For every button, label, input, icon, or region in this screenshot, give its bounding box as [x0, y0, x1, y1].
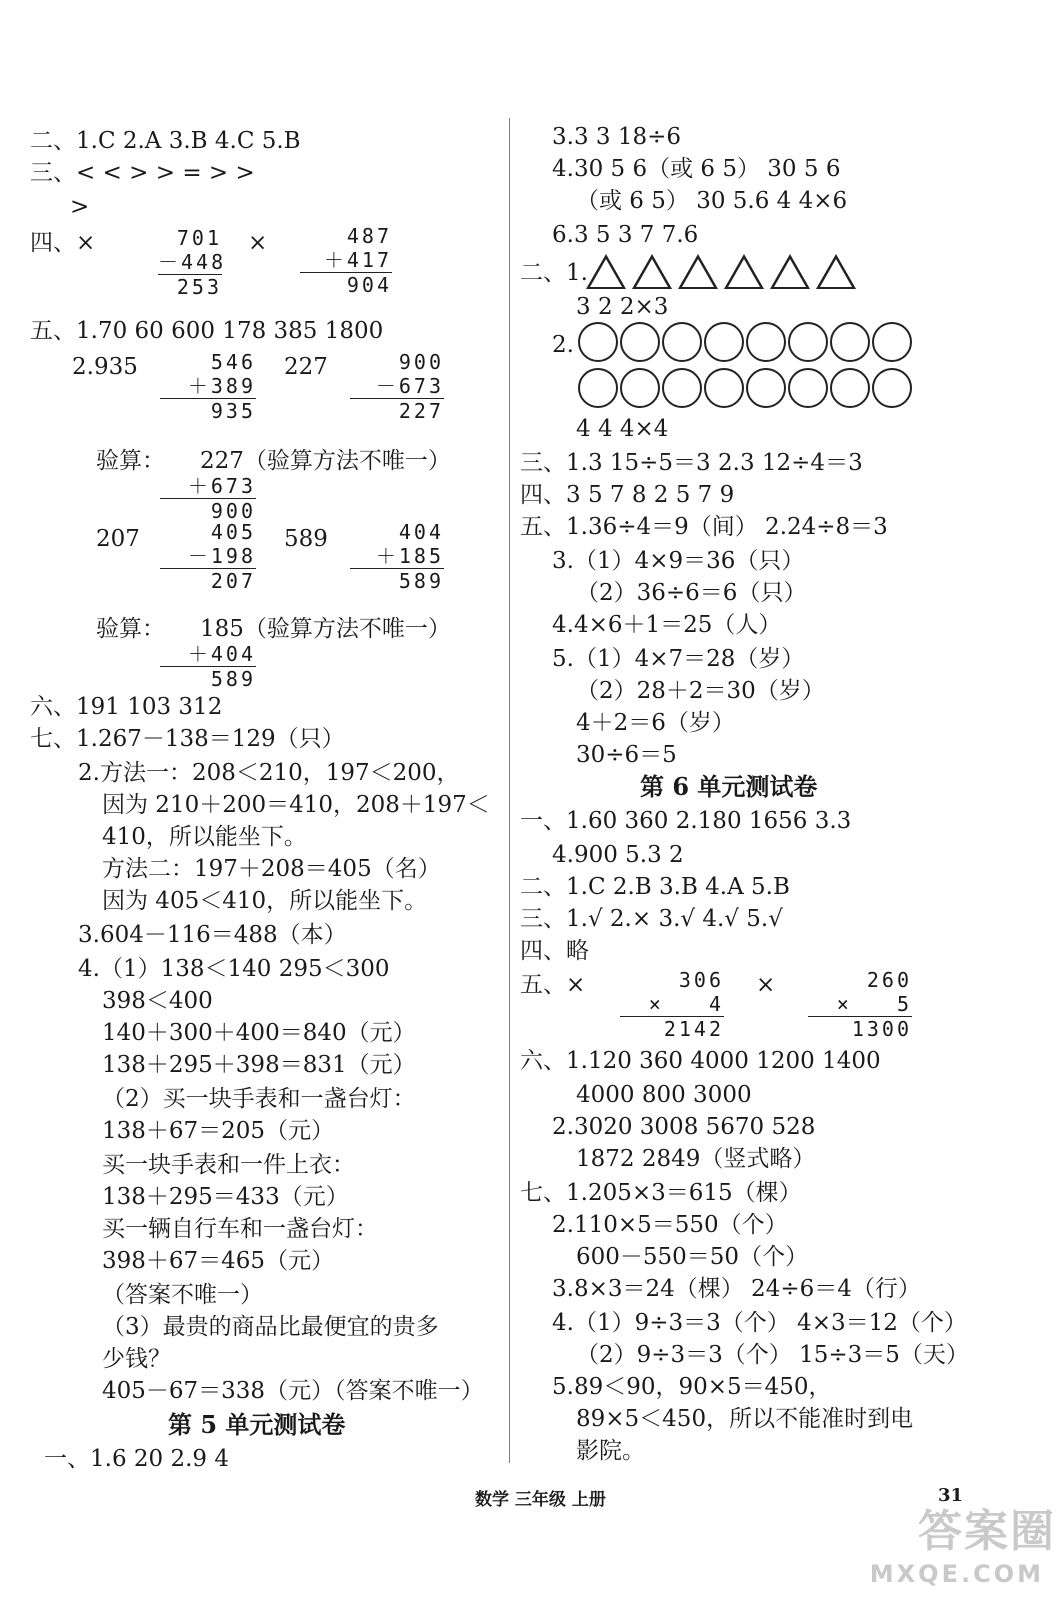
- circle-shape: [830, 368, 870, 408]
- calc-result: 589: [350, 568, 444, 593]
- answer-line: 买一辆自行车和一盏台灯：: [102, 1216, 378, 1242]
- check-label: 验算：: [96, 448, 165, 474]
- answer-line: 4＋2＝6（岁）: [576, 710, 735, 736]
- answer-mark: ×: [248, 230, 268, 256]
- answer-line: 二、1.C 2.A 3.B 4.C 5.B: [30, 128, 301, 154]
- answer-line: 5.（1）4×7＝28（岁）: [552, 646, 805, 672]
- answer-mark: ×: [756, 972, 776, 998]
- calc-row: 487: [346, 224, 392, 248]
- answer-line: 227: [284, 354, 328, 380]
- check-note: 185（验算方法不唯一）: [200, 616, 451, 642]
- check-note: 227（验算方法不唯一）: [200, 448, 451, 474]
- page-number: 31: [938, 1485, 964, 1506]
- answer-line: 589: [284, 526, 328, 552]
- vertical-calc: [808, 968, 912, 1041]
- triangle-group: [586, 254, 862, 293]
- triangle-shape: [586, 254, 626, 289]
- circle-shape: [704, 368, 744, 408]
- calc-row: 306: [678, 968, 724, 992]
- page-footer: 数学 三年级 上册: [475, 1490, 606, 1510]
- column-divider: [509, 118, 510, 1463]
- answer-line: 6.3 5 3 7 7.6: [552, 222, 699, 248]
- circle-shape: [662, 368, 702, 408]
- answer-line: 三、1.3 15÷5＝3 2.3 12÷4＝3: [520, 450, 863, 476]
- answer-line: 三、1.√ 2.× 3.√ 4.√ 5.√: [520, 906, 783, 932]
- circle-row: [578, 368, 914, 412]
- answer-line: 2.110×5＝550（个）: [552, 1212, 788, 1238]
- circle-shape: [578, 322, 618, 362]
- answer-line: 30÷6＝5: [576, 742, 677, 768]
- vertical-calc: [350, 350, 444, 423]
- answer-line: 398＜400: [102, 988, 213, 1014]
- answer-line: 二、1.C 2.B 3.B 4.A 5.B: [520, 874, 790, 900]
- calc-result: 904: [300, 272, 392, 297]
- circle-shape: [872, 322, 912, 362]
- calc-row: 260: [866, 968, 912, 992]
- vertical-calc: [160, 350, 256, 423]
- calc-row: 900: [398, 350, 444, 374]
- answer-line: 398＋67＝465（元）: [102, 1248, 335, 1274]
- calc-row: －673: [375, 374, 444, 398]
- answer-line: 因为 210＋200＝410，208＋197＜: [102, 792, 490, 818]
- answer-line: （或 6 5） 30 5.6 4 4×6: [576, 188, 848, 214]
- answer-line: 七、1.205×3＝615（棵）: [520, 1180, 802, 1206]
- answer-line: 四、×: [30, 230, 96, 256]
- answer-line: 4.（1）9÷3＝3（个） 4×3＝12（个）: [552, 1310, 967, 1336]
- calc-row: －448: [158, 250, 227, 274]
- answer-line: 4.900 5.3 2: [552, 842, 684, 868]
- answer-line: 一、1.6 20 2.9 4: [44, 1446, 229, 1472]
- answer-line: 5.89＜90，90×5＝450，: [552, 1374, 832, 1400]
- calc-row: ＋185: [375, 544, 444, 568]
- answer-line: 2.3020 3008 5670 528: [552, 1114, 816, 1140]
- calc-row: 546: [210, 350, 256, 374]
- triangle-shape: [816, 254, 856, 289]
- answer-line: 买一块手表和一件上衣：: [102, 1152, 355, 1178]
- answer-line: 410，所以能坐下。: [102, 824, 307, 850]
- answer-line: 一、1.60 360 2.180 1656 3.3: [520, 808, 852, 834]
- answer-line: （3）最贵的商品比最便宜的贵多: [102, 1314, 439, 1340]
- answer-line: 138＋295＋398＝831（元）: [102, 1052, 416, 1078]
- vertical-calc: [300, 224, 392, 297]
- answer-line: 3 2 2×3: [576, 294, 669, 320]
- answer-line: （2）36÷6＝6（只）: [576, 580, 807, 606]
- triangle-shape: [724, 254, 764, 289]
- circle-shape: [788, 322, 828, 362]
- vertical-calc: [350, 520, 444, 593]
- calc-row: ＋404: [187, 642, 256, 666]
- circle-shape: [872, 368, 912, 408]
- answer-line: 3.（1）4×9＝36（只）: [552, 548, 805, 574]
- calc-result: 227: [350, 398, 444, 423]
- circle-shape: [620, 368, 660, 408]
- answer-line: 五、1.70 60 600 178 385 1800: [30, 318, 384, 344]
- answer-line: 1872 2849（竖式略）: [576, 1146, 816, 1172]
- answer-line: 3.3 3 18÷6: [552, 124, 682, 150]
- answer-line: 七、1.267－138＝129（只）: [30, 726, 345, 752]
- answer-line: 140＋300＋400＝840（元）: [102, 1020, 416, 1046]
- calc-result: 900: [160, 498, 256, 523]
- answer-line: 3.604－116＝488（本）: [78, 922, 347, 948]
- calc-result: 2142: [620, 1016, 724, 1041]
- circle-shape: [704, 322, 744, 362]
- answer-line: 影院。: [576, 1438, 645, 1464]
- answer-line: （2）9÷3＝3（个） 15÷3＝5（天）: [576, 1342, 969, 1368]
- unit-title: 第 6 单元测试卷: [640, 772, 818, 801]
- circle-shape: [746, 368, 786, 408]
- triangle-shape: [632, 254, 672, 289]
- calc-result: 253: [158, 274, 222, 299]
- calc-row: × 5: [836, 992, 912, 1016]
- answer-line: 二、1.: [520, 260, 588, 286]
- calc-row: ＋417: [323, 248, 392, 272]
- vertical-calc: [160, 642, 256, 691]
- answer-line: 三、< < > > = > >: [30, 160, 255, 186]
- answer-line: 600－550＝50（个）: [576, 1244, 809, 1270]
- answer-line: （2）28＋2＝30（岁）: [576, 678, 825, 704]
- answer-line: 2.935: [72, 354, 138, 380]
- answer-line: 五、1.36÷4＝9（间） 2.24÷8＝3: [520, 514, 888, 540]
- answer-line: 405－67＝338（元）（答案不唯一）: [102, 1378, 484, 1404]
- calc-row: ＋673: [187, 474, 256, 498]
- answer-line: 3.8×3＝24（棵） 24÷6＝4（行）: [552, 1276, 921, 1302]
- answer-line: 四、略: [520, 938, 589, 964]
- answer-line: 138＋67＝205（元）: [102, 1118, 335, 1144]
- vertical-calc: [620, 968, 724, 1041]
- vertical-calc: [160, 474, 256, 523]
- vertical-calc: [158, 226, 227, 299]
- calc-row: 404: [398, 520, 444, 544]
- unit-title: 第 5 单元测试卷: [168, 1410, 346, 1439]
- watermark-url: MXQE.COM: [869, 1560, 1044, 1588]
- calc-row: ＋389: [187, 374, 256, 398]
- answer-line: 138＋295＝433（元）: [102, 1184, 349, 1210]
- circle-shape: [578, 368, 618, 408]
- answer-line: 四、3 5 7 8 2 5 7 9: [520, 482, 735, 508]
- answer-line: >: [70, 194, 90, 220]
- answer-line: 六、191 103 312: [30, 694, 223, 720]
- answer-line: 少钱？: [102, 1346, 171, 1372]
- circle-shape: [662, 322, 702, 362]
- answer-line: 4 4 4×4: [576, 416, 669, 442]
- triangle-shape: [770, 254, 810, 289]
- calc-row: × 4: [648, 992, 724, 1016]
- answer-line: 89×5＜450，所以不能准时到电: [576, 1406, 914, 1432]
- triangle-shape: [678, 254, 718, 289]
- check-label: 验算：: [96, 616, 165, 642]
- calc-row: 405: [210, 520, 256, 544]
- answer-line: 4.4×6＋1＝25（人）: [552, 612, 782, 638]
- answer-line: 2.: [552, 332, 574, 358]
- calc-row: 701: [176, 226, 222, 250]
- circle-shape: [620, 322, 660, 362]
- calc-result: 935: [160, 398, 256, 423]
- answer-line: （2）买一块手表和一盏台灯：: [102, 1086, 416, 1112]
- calc-result: 1300: [808, 1016, 912, 1041]
- answer-line: 4.（1）138＜140 295＜300: [78, 956, 390, 982]
- circle-row: [578, 322, 914, 366]
- answer-line: 方法二：197＋208＝405（名）: [102, 856, 441, 882]
- circle-shape: [830, 322, 870, 362]
- answer-line: 因为 405＜410，所以能坐下。: [102, 888, 428, 914]
- calc-row: －198: [187, 544, 256, 568]
- answer-line: 207: [96, 526, 140, 552]
- circle-shape: [746, 322, 786, 362]
- answer-line: 4000 800 3000: [576, 1082, 752, 1108]
- calc-result: 207: [160, 568, 256, 593]
- answer-line: 2.方法一：208＜210，197＜200，: [78, 760, 460, 786]
- vertical-calc: [160, 520, 256, 593]
- watermark-logo: 答案圈: [918, 1506, 1056, 1557]
- answer-line: （答案不唯一）: [102, 1282, 263, 1308]
- answer-line: 五、×: [520, 972, 586, 998]
- answer-line: 六、1.120 360 4000 1200 1400: [520, 1048, 881, 1074]
- answer-line: 4.30 5 6（或 6 5） 30 5 6: [552, 156, 841, 182]
- circle-shape: [788, 368, 828, 408]
- calc-result: 589: [160, 666, 256, 691]
